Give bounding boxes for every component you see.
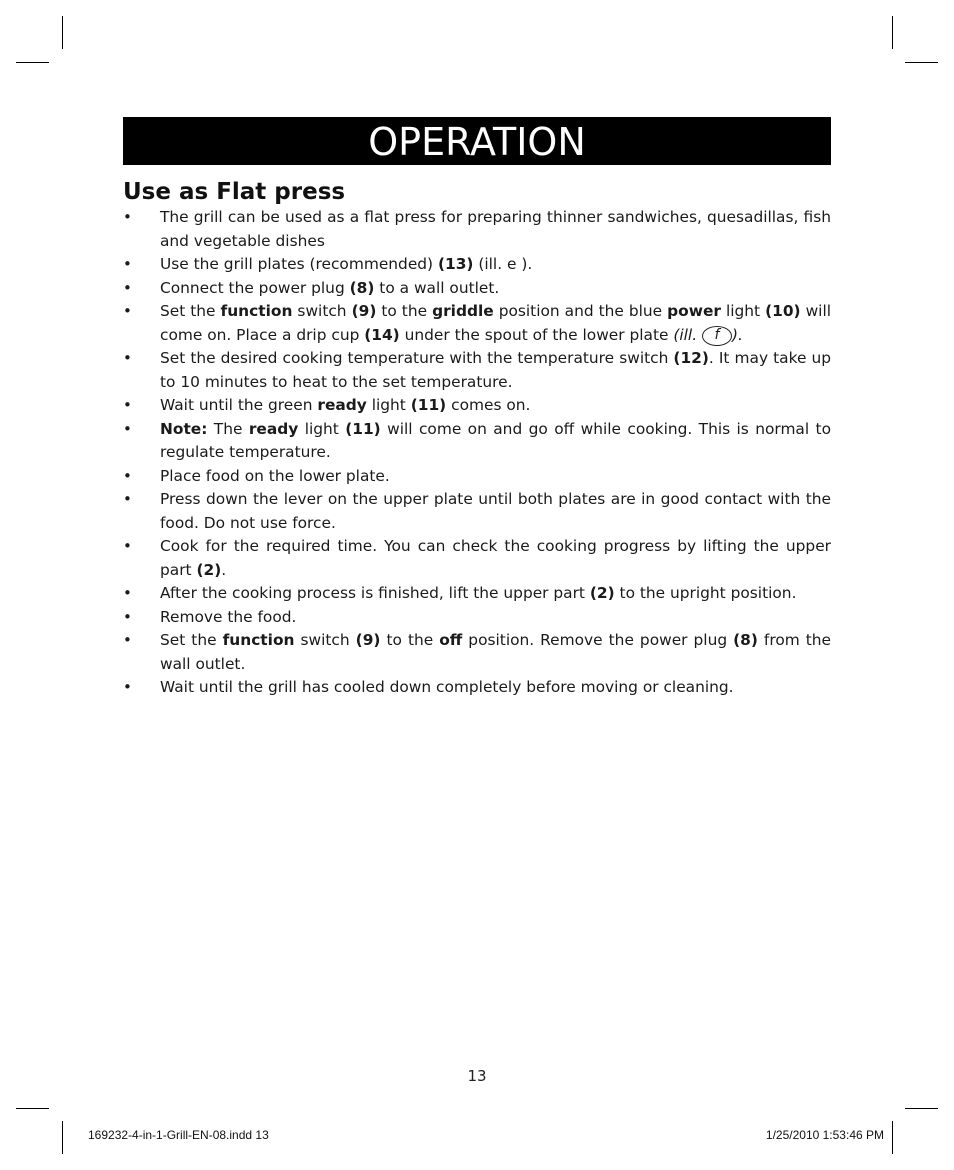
list-item [123,535,831,582]
italic-text: (ill. [673,325,702,344]
bold-text: (8) [733,631,758,649]
file-slug: 169232-4-in-1-Grill-EN-08.indd 13 [88,1128,269,1142]
bullet-icon: • [123,255,132,273]
bullet-icon: • [123,208,132,226]
crop-mark-top-right-vertical [892,16,893,49]
bullet-icon: • [123,678,132,696]
list-item [123,347,831,394]
bold-text: (12) [673,349,709,367]
bold-text: ready [317,396,367,414]
section-banner [123,117,831,165]
bold-text: off [439,631,463,649]
text-segment: Cook for the required time. You can check the cooking progress by lifting the upper part [160,537,831,579]
crop-mark-top-left-horizontal [16,62,49,63]
bold-text: (11) [345,419,381,438]
bullet-icon: • [123,607,132,626]
bold-text: (2) [589,584,615,602]
text-segment: Set the [160,302,221,320]
page-number: 13 [467,1067,487,1085]
italic-text: ). [731,325,743,344]
crop-mark-bottom-left-horizontal [16,1108,49,1109]
bold-text: griddle [432,302,494,320]
crop-mark-bottom-left-vertical [62,1121,63,1154]
list-item [123,582,831,606]
text-segment: . It may take up to 10 minutes to heat to the set temperature. [160,349,832,391]
list-item [123,488,831,535]
list-item [123,465,831,489]
bold-text: function [220,302,293,320]
bullet-icon: • [123,584,132,602]
text-segment: light [298,419,346,438]
crop-mark-bottom-right-horizontal [905,1108,938,1109]
bold-text: (14) [364,325,400,344]
banner-title: OPERATION [368,120,586,164]
section-title: Use as Flat press [123,179,346,205]
text-segment: The [207,419,249,438]
text-segment: under the spout of the lower plate [399,325,674,344]
list-item [123,300,831,347]
bold-text: (13) [437,255,474,273]
text-segment: to a wall outlet. [374,278,500,297]
bold-text: (9) [355,631,381,649]
text-segment: Set the [160,631,223,649]
bullet-icon: • [123,419,132,438]
text-segment: The grill can be used as a flat press for preparing thinner sandwiches, quesadillas, fish and vegetable dishes [160,208,831,250]
list-item [123,418,831,465]
bold-text: (8) [349,278,375,297]
crop-mark-bottom-right-vertical [892,1121,893,1154]
text-segment: Wait until the green [160,396,318,414]
crop-mark-top-right-horizontal [905,62,938,63]
list-item [123,629,831,676]
text-segment: Press down the lever on the upper plate until both plates are in good contact with the food. Do not use force. [160,490,831,532]
bullet-icon: • [123,490,132,508]
instruction-list [123,206,831,700]
list-item [123,253,831,277]
text-segment: switch [294,631,356,649]
list-item [123,606,831,630]
text-segment: Remove the food. [160,607,297,626]
bold-text: (9) [351,302,377,320]
bold-text: function [222,631,295,649]
text-segment: Set the desired cooking temperature with the temperature switch [160,349,674,367]
list-item [123,277,831,301]
text-segment: position. Remove the power plug [462,631,734,649]
text-segment: will come on. Place a drip cup [160,302,832,344]
text-segment: to the [380,631,440,649]
list-item [123,676,831,700]
bullet-icon: • [123,278,132,297]
text-segment: comes on. [446,396,531,414]
crop-mark-top-left-vertical [62,16,63,49]
text-segment: switch [292,302,352,320]
bold-text: ready [248,419,299,438]
text-segment: light [366,396,411,414]
bullet-icon: • [123,537,132,555]
bold-text: power [667,302,721,320]
text-segment: position and the blue [493,302,668,320]
text-segment: After the cooking process is finished, lift the upper part [160,584,590,602]
text-segment: (ill. e ). [473,255,533,273]
bold-text: (11) [410,396,447,414]
text-segment: will come on and go off while cooking. This is normal to regulate temperature. [160,419,831,461]
bullet-icon: • [123,302,132,320]
text-segment: light [720,302,766,320]
text-segment: to the [376,302,433,320]
text-segment: from the wall outlet. [160,631,832,673]
illustration-ref-icon: f [702,326,732,346]
list-item [123,394,831,418]
bold-text: Note: [160,419,208,438]
print-timestamp: 1/25/2010 1:53:46 PM [765,1128,884,1142]
bold-text: (2) [196,560,222,579]
bullet-icon: • [123,396,132,414]
text-segment: Connect the power plug [160,278,350,297]
list-item [123,206,831,253]
text-segment: . [221,560,227,579]
bullet-icon: • [123,349,132,367]
bullet-icon: • [123,631,132,649]
text-segment: Place food on the lower plate. [160,466,390,485]
bold-text: (10) [765,302,801,320]
bullet-icon: • [123,466,132,485]
text-segment: Wait until the grill has cooled down completely before moving or cleaning. [160,678,734,696]
text-segment: Use the grill plates (recommended) [160,255,438,273]
text-segment: to the upright position. [614,584,797,602]
